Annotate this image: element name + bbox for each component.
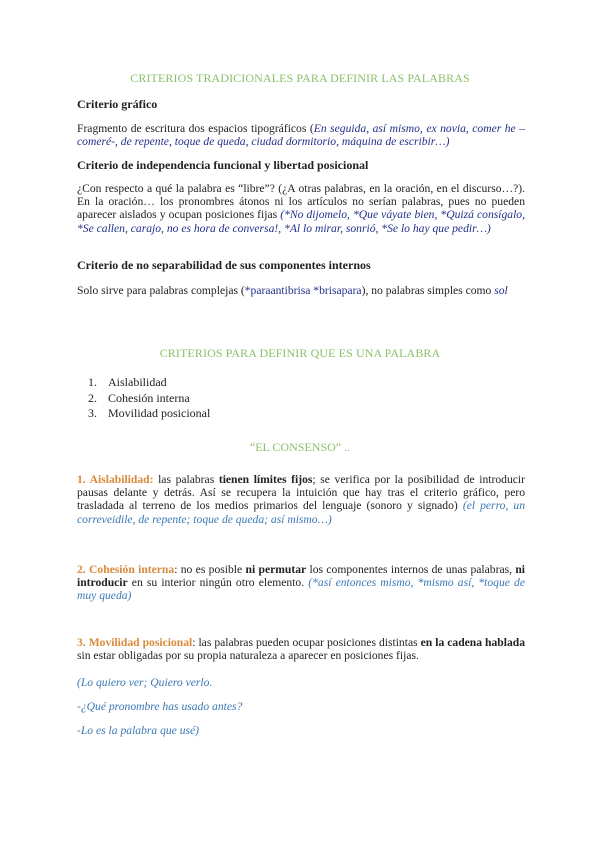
- page-title-criterios: CRITERIOS PARA DEFINIR QUE ES UNA PALABRA: [159, 346, 441, 360]
- heading-grafico: Criterio gráfico: [77, 97, 158, 111]
- list-item: 1. Aislabilidad: [88, 375, 167, 389]
- paragraph-movilidad: 3. Movilidad posicional: las palabras pueden ocupar posiciones distintas en la cadena hablada sin estar obligadas por su propia naturaleza a aparecer en posiciones fijas.: [77, 636, 525, 663]
- criteria-list: [88, 375, 210, 422]
- page-title-traditional: CRITERIOS TRADICIONALES PARA DEFINIR LAS PALABRAS: [130, 71, 470, 85]
- cohesion-label: 2. Cohesión interna: [77, 563, 175, 576]
- example-line-2: -¿Qué pronombre has usado antes?: [77, 700, 243, 713]
- list-item: 2. Cohesión interna: [88, 390, 190, 405]
- independencia-text: ¿Con respecto a qué la palabra es “libre”? (¿A otras palabras, en la oración, en el discurso…?). En la oración… los pronombres átonos ni los artículos no serían palabras, pues no pueden aparecer aislados y ocupan posiciones fijas: [77, 182, 525, 222]
- example-line-3: -Lo es la palabra que usé): [77, 724, 200, 737]
- independencia-examples: (*No dijomelo, *Que váyate bien, *Quizá consígalo, *Se callen, carajo, no es hora de conversa!, *Al lo mirar, sonrió, *Se lo hay que pedir…): [77, 208, 525, 235]
- separabilidad-text-after: ), no palabras simples como: [361, 284, 495, 297]
- paragraph-independencia: [77, 182, 525, 235]
- aislabilidad-label: 1. Aislabilidad:: [77, 473, 154, 486]
- heading-separabilidad: Criterio de no separabilidad de sus componentes internos: [77, 258, 371, 272]
- paragraph-cohesion: 2. Cohesión interna: no es posible ni permutar los componentes internos de unas palabras, ni introducir en su interior ningún otro elemento. (*así entonces mismo, *mismo así, *toque de muy queda): [77, 563, 526, 603]
- separabilidad-examples: *paraantibrisa *brisapara: [244, 284, 362, 297]
- grafico-examples: En seguida, así mismo, ex novia, comer he –comeré-, de repente, toque de queda, ciudad dormitorio, máquina de escribir…): [77, 122, 526, 149]
- paragraph-separabilidad: [77, 284, 537, 297]
- example-line-1: (Lo quiero ver; Quiero verlo.: [77, 676, 213, 689]
- movilidad-label: 3. Movilidad posicional: [77, 636, 193, 649]
- list-item: 3. Movilidad posicional: [88, 406, 211, 420]
- cohesion-examples: (*así entonces mismo, *mismo así, *toque de muy queda): [77, 576, 525, 603]
- grafico-text: Fragmento de escritura dos espacios tipográficos (: [77, 122, 314, 135]
- aislabilidad-bold: tienen límites fijos: [218, 473, 313, 486]
- consenso-heading: “EL CONSENSO” ..: [249, 440, 351, 454]
- separabilidad-text-before: Solo sirve para palabras complejas (: [77, 284, 245, 297]
- paragraph-grafico: [77, 122, 525, 148]
- heading-independencia: Criterio de independencia funcional y libertad posicional: [77, 158, 369, 172]
- separabilidad-simple: sol: [494, 284, 508, 297]
- paragraph-aislabilidad: 1. Aislabilidad: las palabras tienen límites fijos; se verifica por la posibilidad de introducir pausas delante y detrás. Así se recupera la intuición que hay tras el criterio gráfico, pero trasladada al terreno de los medios primarios del lenguaje (sonoro y signado) (el perro, un correveidile, de repente; toque de queda; así mismo…): [77, 473, 526, 526]
- aislabilidad-examples: (el perro, un correveidile, de repente; toque de queda; así mismo…): [77, 499, 525, 526]
